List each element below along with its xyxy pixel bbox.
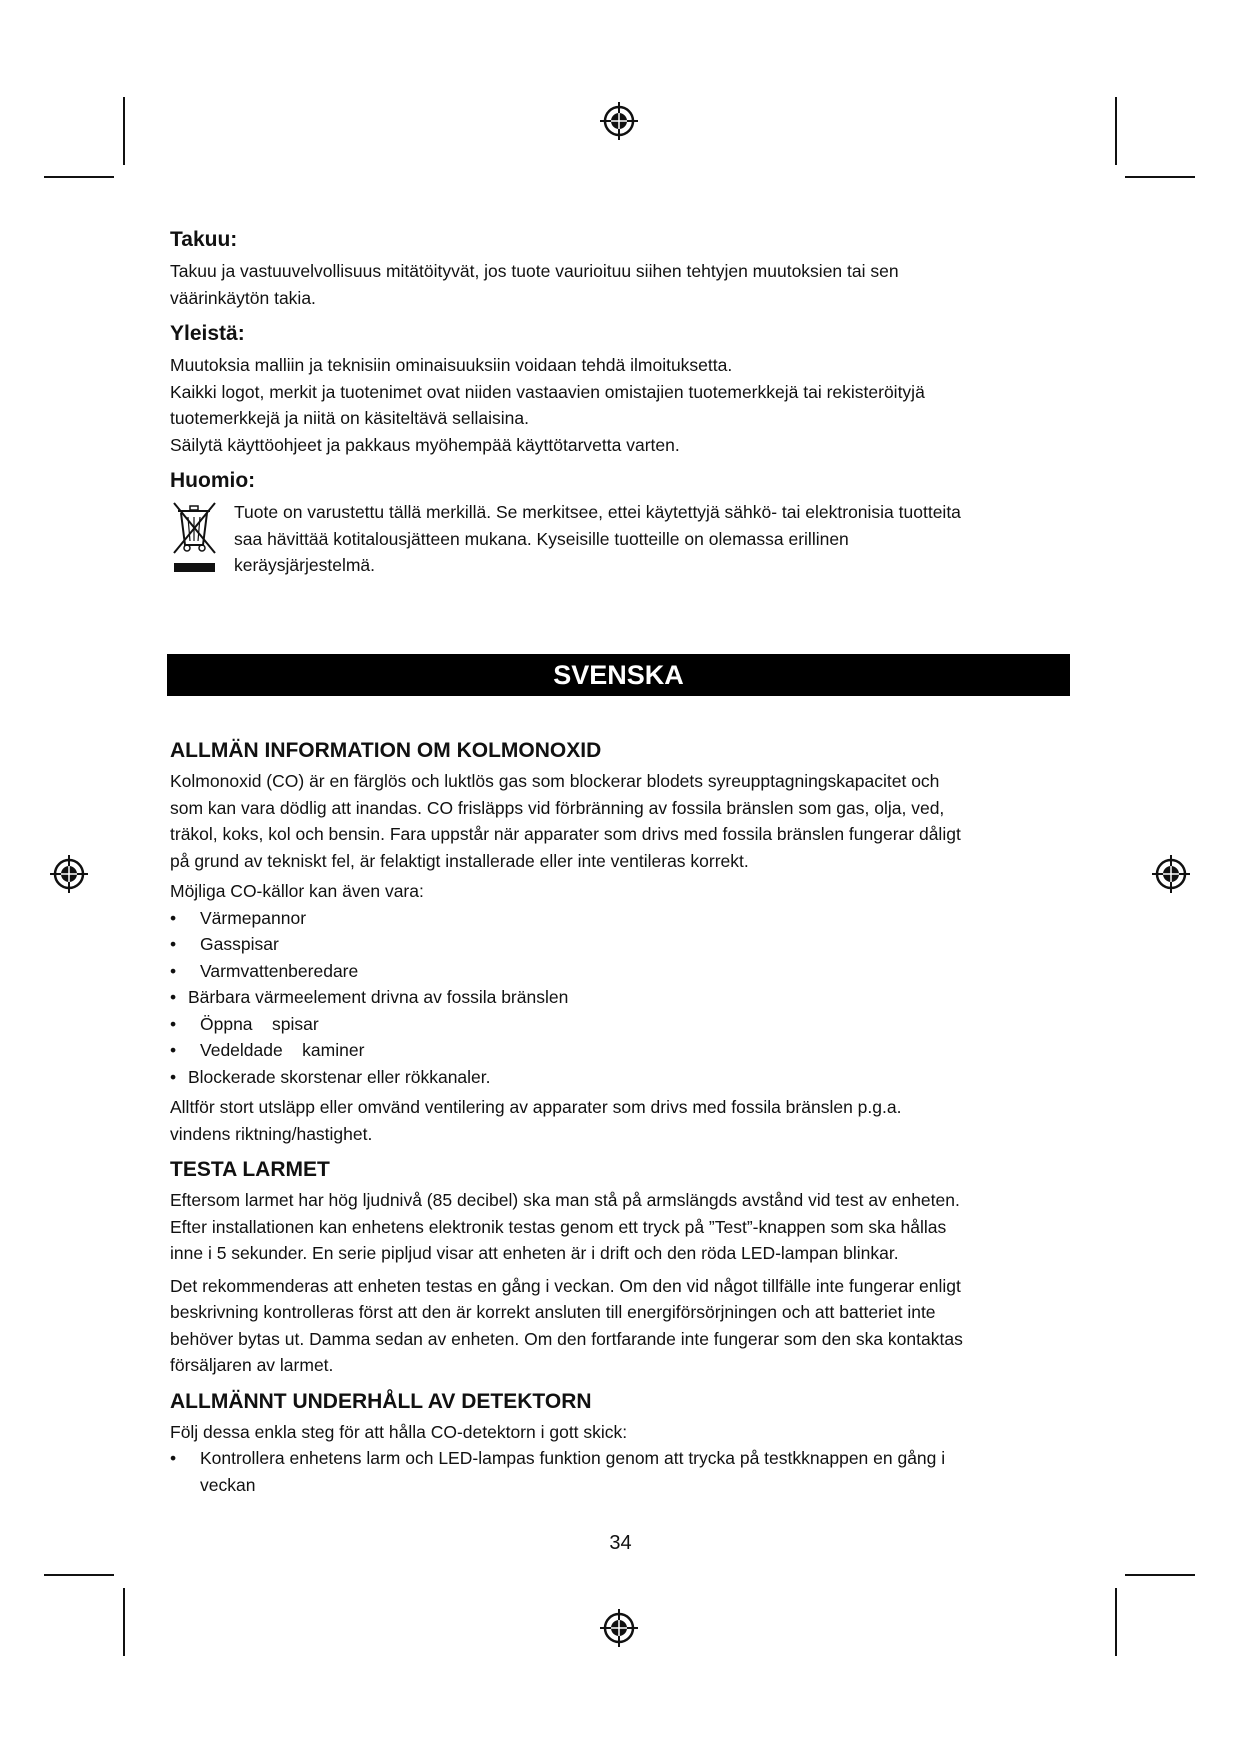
text-line: på grund av tekniskt fel, är felaktigt installerade eller inte ventileras korrekt. bbox=[170, 850, 749, 871]
language-banner: SVENSKA bbox=[167, 654, 1070, 696]
text-line: Efter installationen kan enhetens elektronik testas genom ett tryck på ”Test”-knappen som ska hållas bbox=[170, 1216, 947, 1237]
yleista-text bbox=[170, 352, 1070, 458]
list-item: • Vedeldade kaminer bbox=[170, 1037, 1070, 1064]
list-item: • Blockerade skorstenar eller rökkanaler. bbox=[170, 1064, 1070, 1091]
weee-notice bbox=[170, 499, 1070, 579]
text-line: väärinkäytön takia. bbox=[170, 287, 316, 308]
huomio-text bbox=[234, 499, 961, 579]
text-line: beskrivning kontrolleras först att den är korrekt ansluten till energiförsörjningen och att batteriet inte bbox=[170, 1302, 936, 1322]
text-line: tuotemerkkejä ja niitä on käsiteltävä sellaisina. bbox=[170, 408, 529, 428]
yleista-heading: Yleistä: bbox=[170, 322, 245, 345]
text-line: Säilytä käyttöohjeet ja pakkaus myöhempää käyttötarvetta varten. bbox=[170, 434, 680, 455]
registration-mark-icon bbox=[1150, 853, 1192, 895]
test-alarm-paragraph-2 bbox=[170, 1273, 1070, 1379]
crop-mark bbox=[123, 1588, 125, 1656]
list-item: • Värmepannor bbox=[170, 905, 1070, 932]
registration-mark-icon bbox=[48, 853, 90, 895]
list-item bbox=[170, 1445, 1070, 1498]
registration-mark-icon bbox=[598, 100, 640, 142]
crop-mark bbox=[44, 176, 114, 178]
test-alarm-heading: TESTA LARMET bbox=[170, 1158, 330, 1181]
crop-mark bbox=[44, 1574, 114, 1576]
finnish-section bbox=[170, 226, 1070, 579]
text-line: Alltför stort utsläpp eller omvänd ventilering av apparater som drivs med fossila bränslen p.g.a. bbox=[170, 1097, 902, 1117]
text-line: inne i 5 sekunder. En serie pipljud visar att enheten är i drift och den röda LED-lampan blinkar. bbox=[170, 1243, 899, 1263]
crop-mark bbox=[1115, 97, 1117, 165]
text-line: Eftersom larmet har hög ljudnivå (85 decibel) ska man stå på armslängds avstånd vid test av enheten. bbox=[170, 1190, 960, 1210]
text-line: Det rekommenderas att enheten testas en gång i veckan. Om den vid något tillfälle inte fungerar enligt bbox=[170, 1275, 961, 1296]
list-item: • Varmvattenberedare bbox=[170, 958, 1070, 985]
text-line: saa hävittää kotitalousjätteen mukana. Kyseisille tuotteille on olemassa erillinen bbox=[234, 528, 849, 549]
co-ventilation-paragraph bbox=[170, 1094, 1070, 1147]
text-line: Takuu ja vastuuvelvollisuus mitätöityvät, jos tuote vaurioituu siihen tehtyjen muutoksien tai sen bbox=[170, 261, 899, 281]
text-line: vindens riktning/hastighet. bbox=[170, 1123, 373, 1144]
huomio-heading: Huomio: bbox=[170, 469, 256, 492]
text-line: Tuote on varustettu tällä merkillä. Se merkitsee, ettei käytettyjä sähkö- tai elektronisia tuotteita bbox=[234, 502, 961, 522]
maintenance-intro: Följ dessa enkla steg för att hålla CO-detektorn i gott skick: bbox=[170, 1421, 628, 1442]
co-info-paragraph bbox=[170, 768, 1070, 874]
text-line: Kolmonoxid (CO) är en färglös och luktlös gas som blockerar blodets syreupptagningskapacitet och bbox=[170, 771, 940, 791]
crossed-out-wheelie-bin-icon bbox=[170, 499, 220, 579]
maintenance-heading: ALLMÄNNT UNDERHÅLL AV DETEKTORN bbox=[170, 1389, 592, 1413]
crop-mark bbox=[123, 97, 125, 165]
text-line: försäljaren av larmet. bbox=[170, 1355, 334, 1375]
co-info-heading: ALLMÄN INFORMATION OM KOLMONOXID bbox=[170, 739, 602, 762]
page-number: 34 bbox=[609, 1532, 632, 1554]
text-line: veckan bbox=[200, 1474, 256, 1495]
text-line: behöver bytas ut. Damma sedan av enheten. Om den fortfarande inte fungerar som den ska kontaktas bbox=[170, 1328, 963, 1349]
list-item: • Bärbara värmeelement drivna av fossila bränslen bbox=[170, 984, 1070, 1011]
crop-mark bbox=[1125, 1574, 1195, 1576]
takuu-text bbox=[170, 258, 1070, 311]
swedish-section bbox=[170, 737, 1070, 1498]
text-line: keräysjärjestelmä. bbox=[234, 555, 376, 575]
text-line: träkol, koks, kol och bensin. Fara uppstår när apparater som drivs med fossila bränslen fungerar dåligt bbox=[170, 824, 961, 844]
registration-mark-icon bbox=[598, 1607, 640, 1649]
takuu-heading: Takuu: bbox=[170, 228, 238, 251]
list-item: • Öppna spisar bbox=[170, 1011, 1070, 1038]
crop-mark bbox=[1115, 1588, 1117, 1656]
text-line: Kontrollera enhetens larm och LED-lampas funktion genom att trycka på testkknappen en gång i bbox=[200, 1448, 946, 1468]
list-item: • Gasspisar bbox=[170, 931, 1070, 958]
test-alarm-paragraph-1 bbox=[170, 1187, 1070, 1267]
maintenance-list bbox=[170, 1445, 1070, 1498]
co-sources-list bbox=[170, 905, 1070, 1091]
text-line: Muutoksia malliin ja teknisiin ominaisuuksiin voidaan tehdä ilmoituksetta. bbox=[170, 355, 733, 375]
co-sources-intro: Möjliga CO-källor kan även vara: bbox=[170, 881, 424, 901]
crop-mark bbox=[1125, 176, 1195, 178]
text-line: som kan vara dödlig att inandas. CO frisläpps vid förbränning av fossila bränslen som gas, olja, ved, bbox=[170, 797, 945, 818]
text-line: Kaikki logot, merkit ja tuotenimet ovat niiden vastaavien omistajien tuotemerkkejä tai rekisteröityjä bbox=[170, 381, 925, 402]
